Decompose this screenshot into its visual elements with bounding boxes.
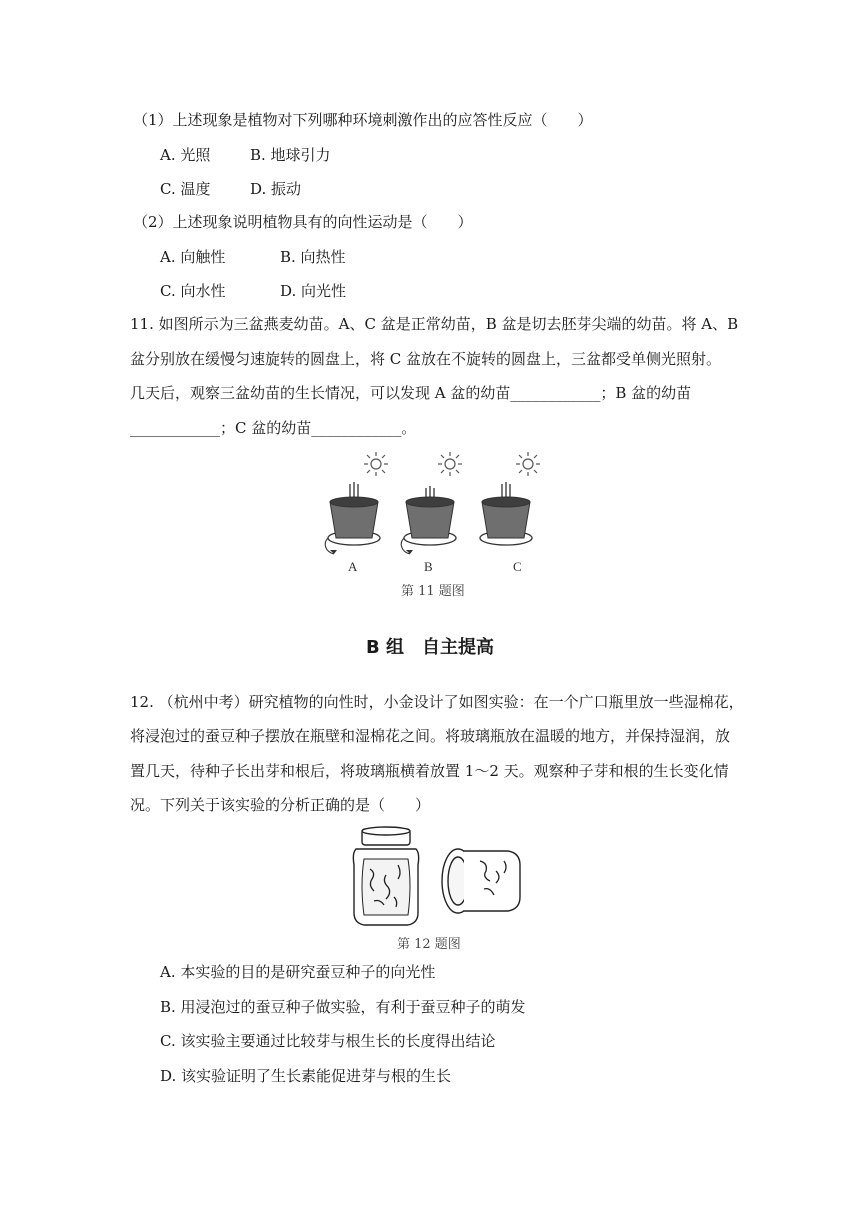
pot-label-b: B — [424, 559, 433, 574]
q12-line-3: 置几天，待种子长出芽和根后，将玻璃瓶横着放置 1～2 天。观察种子芽和根的生长变化情 — [130, 762, 729, 780]
sub1-option-a: A. 光照 — [160, 146, 211, 164]
pot-c — [480, 482, 532, 545]
q11-caption: 第 11 题图 — [401, 584, 465, 599]
sub1-option-c: C. 温度 — [160, 180, 211, 198]
sub2-option-c: C. 向水性 — [160, 282, 226, 300]
q12-option-d: D. 该实验证明了生长素能促进芽与根的生长 — [160, 1067, 452, 1085]
q11-line-3: 几天后，观察三盆幼苗的生长情况，可以发现 A 盆的幼苗____________；B 盆的幼苗 — [130, 384, 692, 402]
section-heading: B 组 自主提高 — [366, 637, 494, 658]
q12-line-1: 12. （杭州中考）研究植物的向性时，小金设计了如图实验：在一个广口瓶里放一些湿棉花， — [130, 693, 744, 711]
q11-line-4: ____________；C 盆的幼苗____________。 — [130, 419, 417, 437]
sun-icon — [516, 452, 540, 476]
q12-caption: 第 12 题图 — [397, 937, 461, 952]
jar-on-side — [442, 849, 520, 913]
sub2-option-b: B. 向热性 — [280, 248, 346, 266]
pot-label-a: A — [348, 559, 358, 574]
q11-figure — [310, 450, 550, 580]
jar-upright — [353, 827, 418, 925]
q11-line-1: 11. 如图所示为三盆燕麦幼苗。A、C 盆是正常幼苗，B 盆是切去胚芽尖端的幼苗。将 A、B — [130, 315, 739, 333]
q12-option-a: A. 本实验的目的是研究蚕豆种子的向光性 — [160, 963, 436, 981]
sub1-option-b: B. 地球引力 — [250, 146, 331, 164]
q11-line-2: 盆分别放在缓慢匀速旋转的圆盘上，将 C 盆放在不旋转的圆盘上，三盆都受单侧光照射。 — [130, 350, 722, 368]
q12-option-b: B. 用浸泡过的蚕豆种子做实验，有利于蚕豆种子的萌发 — [160, 998, 526, 1016]
sun-icon — [364, 452, 388, 476]
pot-a — [325, 482, 380, 554]
pot-b — [401, 486, 456, 554]
sub-question-2: （2）上述现象说明植物具有的向性运动是（ ） — [133, 213, 473, 231]
sun-icon — [438, 452, 462, 476]
sub2-option-d: D. 向光性 — [280, 282, 347, 300]
sub1-option-d: D. 振动 — [250, 180, 302, 198]
sub-question-1: （1）上述现象是植物对下列哪种环境刺激作出的应答性反应（ ） — [133, 111, 593, 129]
q12-figure — [340, 825, 530, 935]
pot-label-c: C — [513, 559, 522, 574]
sub2-option-a: A. 向触性 — [160, 248, 226, 266]
q12-line-4: 况。下列关于该实验的分析正确的是（ ） — [130, 796, 431, 814]
q12-option-c: C. 该实验主要通过比较芽与根生长的长度得出结论 — [160, 1032, 496, 1050]
q12-line-2: 将浸泡过的蚕豆种子摆放在瓶壁和湿棉花之间。将玻璃瓶放在温暖的地方，并保持湿润，放 — [130, 727, 731, 745]
